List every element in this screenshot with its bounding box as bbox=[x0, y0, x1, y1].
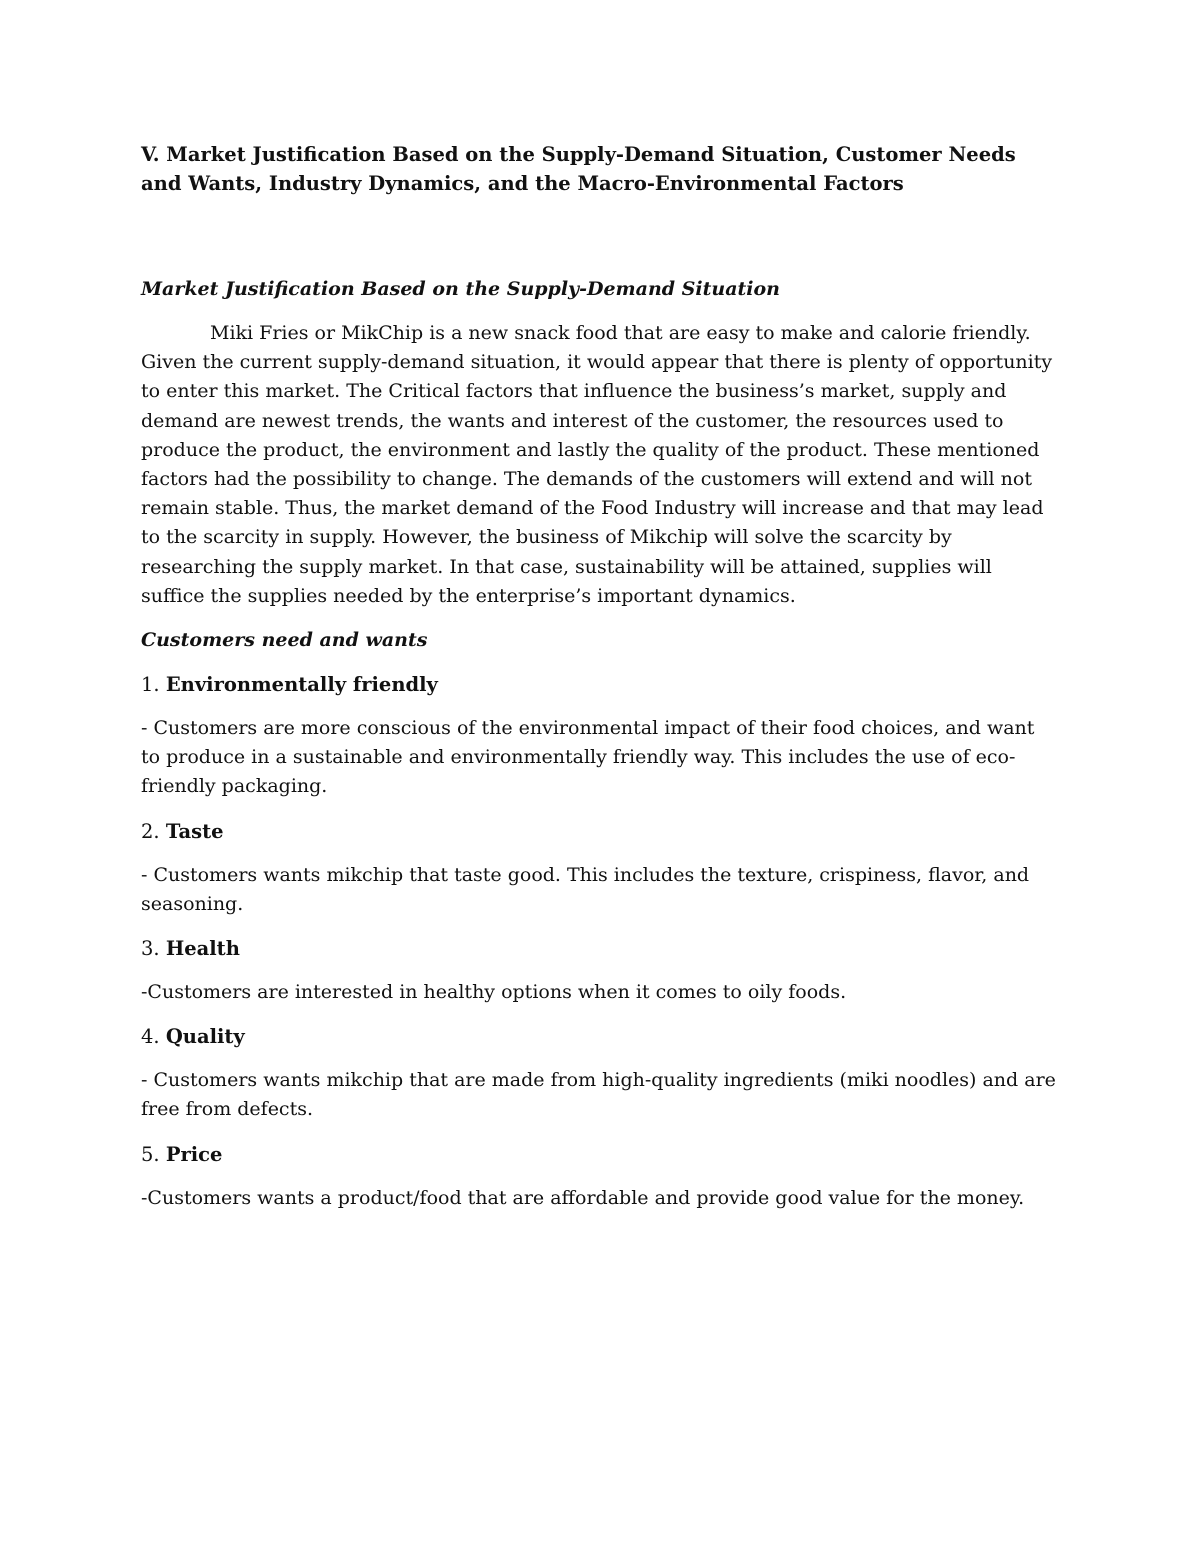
list-item-number: 5. bbox=[141, 1142, 166, 1166]
spacer bbox=[141, 655, 1059, 670]
document-content bbox=[141, 140, 1059, 1213]
supply-demand-paragraph: Miki Fries or MikChip is a new snack food that are easy to make and calorie friendly. Given the current supply-demand situation, it would appear that there is plenty of opportunity to enter this market. The Critical factors that influence the business’s market, supply and demand are newest trends, the wants and interest of the customer, the resources used to produce the product, the environment and lastly the quality of the product. These mentioned factors had the possibility to change. The demands of the customers will extend and will not remain stable. Thus, the market demand of the Food Industry will increase and that may lead to the scarcity in supply. However, the business of Mikchip will solve the scarcity by researching the supply market. In that case, sustainability will be attained, supplies will suffice the supplies needed by the enterprise’s important dynamics. bbox=[141, 322, 1053, 607]
list-item-number: 1. bbox=[141, 673, 166, 697]
spacer bbox=[141, 198, 1059, 275]
list-item-number: 2. bbox=[141, 819, 166, 843]
section-heading: V. Market Justification Based on the Supply-Demand Situation, Customer Needs and Wants, Industry Dynamics, and the Macro-Environmental Factors bbox=[141, 143, 1016, 195]
list-item-number: 3. bbox=[141, 937, 166, 961]
list-item-description: - Customers are more conscious of the environmental impact of their food choices, and want to produce in a sustainable and environmentally friendly way. This includes the use of eco-friendly packaging. bbox=[141, 717, 1035, 798]
list-item-title bbox=[141, 670, 1059, 699]
spacer bbox=[141, 611, 1059, 626]
list-item-heading: Price bbox=[165, 1142, 223, 1166]
list-item-description: -Customers wants a product/food that are affordable and provide good value for the money. bbox=[141, 1186, 1025, 1209]
list-item-title bbox=[141, 934, 1059, 963]
list-item-heading: Quality bbox=[165, 1025, 245, 1049]
list-item-description: - Customers wants mikchip that are made from high-quality ingredients (miki noodles) and are free from defects. bbox=[141, 1069, 1056, 1121]
list-item-heading: Taste bbox=[165, 819, 224, 843]
list-item-heading: Health bbox=[165, 937, 240, 961]
list-item-description: - Customers wants mikchip that taste good. This includes the texture, crispiness, flavor, and seasoning. bbox=[141, 863, 1030, 915]
subsection-title-supply-demand: Market Justification Based on the Supply-Demand Situation bbox=[141, 278, 780, 300]
list-item-description: -Customers are interested in healthy options when it comes to oily foods. bbox=[141, 981, 847, 1004]
subsection-title-customers: Customers need and wants bbox=[141, 629, 428, 652]
list-item-title bbox=[141, 817, 1059, 846]
list-item-title bbox=[141, 1140, 1059, 1169]
list-item-title bbox=[141, 1022, 1059, 1051]
list-item-number: 4. bbox=[141, 1025, 166, 1049]
spacer bbox=[141, 304, 1059, 319]
list-item-heading: Environmentally friendly bbox=[165, 673, 438, 697]
